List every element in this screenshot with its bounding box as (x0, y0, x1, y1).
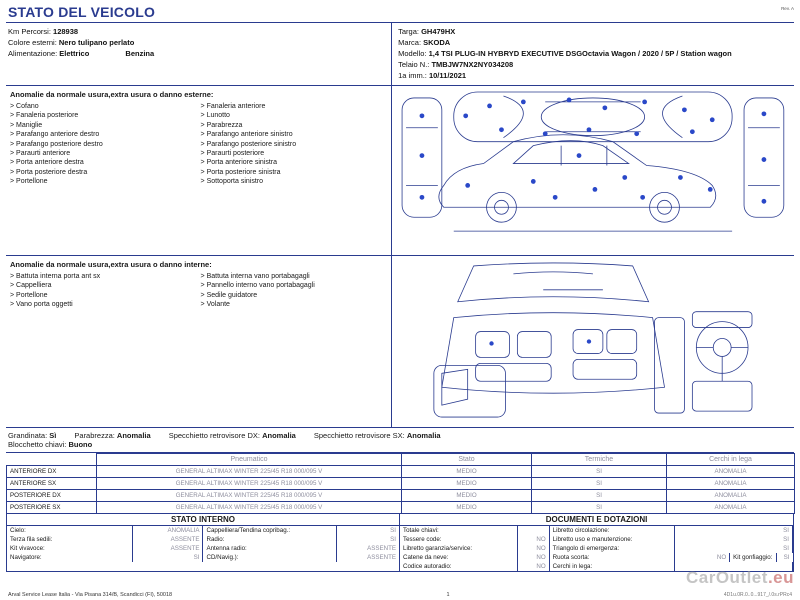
list-item: > Parafango anteriore destro (10, 131, 100, 139)
list-item: > Battuta interna vano portabagagli (200, 273, 310, 280)
list-item: > Porta anteriore destra (10, 159, 84, 167)
external-damage-col-2 (201, 102, 388, 187)
interior-diagram-panel (392, 256, 794, 427)
list-item: > Cappelliera (10, 282, 52, 290)
list-item: > Porta posteriore destra (10, 168, 88, 176)
field-targa: Targa: GH479HX (398, 27, 456, 36)
external-damage-heading: Anomalie da normale usura,extra usura o danno esterne: (10, 90, 214, 99)
footer-company: Arval Service Lease Italia - Via Pisana 314/B, Scandicci (FI), 50018 (8, 592, 173, 598)
table-row: ANTERIORE DX GENERAL ALTIMAX WINTER 225/45 R18 000/095 V MEDIO SI ANOMALIA (7, 466, 795, 478)
external-damage-section (6, 86, 794, 256)
list-item: > Parabrezza (200, 121, 243, 129)
list-item: > Paraurti anteriore (10, 150, 71, 158)
tires-table (6, 453, 795, 514)
status-specchietto-dx: Specchietto retrovisore DX: Anomalia (168, 431, 296, 440)
internal-damage-section (6, 256, 794, 428)
col-pneumatico: Pneumatico (97, 454, 402, 466)
footer-code: 4D1u.0R.0..0...917_/.0s.rPRc4 (723, 592, 792, 598)
list-item: > Portellone (10, 178, 48, 186)
documents-table (400, 526, 793, 571)
external-damage-list (6, 86, 392, 255)
exterior-diagram-panel (392, 86, 794, 255)
interior-title: STATO INTERNO (7, 514, 399, 526)
vehicle-info-block (6, 23, 794, 86)
col-cerchi: Cerchi in lega (667, 454, 795, 466)
list-item: > Parafango anteriore sinistro (200, 131, 293, 139)
table-row: Codice autoradio: NO Cerchi in lega: (400, 562, 793, 571)
internal-damage-heading: Anomalie da normale usura,extra usura o danno interne: (10, 260, 212, 269)
list-item: > Porta anteriore sinistra (200, 159, 278, 167)
status-grandinata: Grandinata: Sì (8, 431, 57, 440)
documents-panel (400, 514, 793, 571)
list-item: > Porta posteriore sinistra (200, 168, 281, 176)
internal-damage-list (6, 256, 392, 427)
list-item: > Portellone (10, 291, 48, 299)
list-item: > Sedile guidatore (200, 291, 258, 299)
documents-title: DOCUMENTI E DOTAZIONI (400, 514, 793, 526)
field-km: Km Percorsi: 128938 (8, 27, 79, 36)
table-row: Cielo: ANOMALIA Cappelliera/Tendina copribag.: SI (7, 526, 399, 535)
interior-documents-block (6, 514, 794, 572)
list-item: > Paraurti posteriore (200, 150, 265, 158)
field-alimentazione: Alimentazione: Elettrico Benzina (8, 49, 155, 58)
vehicle-info-left (6, 23, 392, 85)
list-item: > Volante (200, 301, 230, 309)
list-item: > Pannello interno vano portabagagli (200, 282, 315, 290)
list-item: > Fanaleria anteriore (200, 103, 266, 110)
table-header-row (7, 454, 795, 466)
table-row: Tessere code: NO Libretto uso e manutenzione: SI (400, 535, 793, 544)
table-row: POSTERIORE SX GENERAL ALTIMAX WINTER 225/45 R18 000/095 V MEDIO SI ANOMALIA (7, 502, 795, 514)
table-row: Totale chiavi: Libretto circolazione: SI (400, 526, 793, 535)
table-row: Terza fila sedili: ASSENTE Radio: SI (7, 535, 399, 544)
status-specchietto-sx: Specchietto retrovisore SX: Anomalia (313, 431, 441, 440)
interior-vehicle-diagram (392, 256, 794, 427)
revision-label: Rev. A (781, 6, 794, 11)
page-title: STATO DEL VEICOLO (8, 4, 156, 20)
list-item: > Parafango posteriore sinistro (200, 140, 297, 148)
global-status-line (6, 428, 794, 453)
list-item: > Vano porta oggetti (10, 301, 73, 309)
table-row: ANTERIORE SX GENERAL ALTIMAX WINTER 225/45 R18 000/095 V MEDIO SI ANOMALIA (7, 478, 795, 490)
table-row: POSTERIORE DX GENERAL ALTIMAX WINTER 225/45 R18 000/095 V MEDIO SI ANOMALIA (7, 490, 795, 502)
list-item: > Maniglie (10, 121, 43, 129)
list-item: > Cofano (10, 103, 39, 110)
status-blocchetto-chiavi: Blocchetto chiavi: Buono (8, 440, 93, 449)
field-telaio: Telaio N.: TMBJW7NX2NY034208 (398, 60, 514, 69)
vehicle-info-right (392, 23, 794, 85)
list-item: > Parafango posteriore destro (10, 140, 103, 148)
list-item: > Lunotto (200, 112, 230, 120)
field-modello: Modello: 1,4 TSI PLUG-IN HYBRYD EXECUTIVE DSGOctavia Wagon / 2020 / 5P / Station wagon (398, 49, 732, 58)
exterior-vehicle-diagram (392, 86, 794, 255)
table-row: Libretto garanzia/service: NO Triangolo di emergenza: SI (400, 544, 793, 553)
interior-table (7, 526, 399, 562)
field-marca: Marca: SKODA (398, 38, 451, 47)
col-stato: Stato (402, 454, 532, 466)
internal-damage-col-2 (201, 272, 388, 310)
internal-damage-col-1 (10, 272, 197, 310)
list-item: > Fanaleria posteriore (10, 112, 79, 120)
watermark: CarOutlet.eu (685, 568, 794, 587)
page-footer (0, 592, 800, 598)
field-colore: Colore esterni: Nero tulipano perlato (8, 38, 135, 47)
table-row: Kit vivavoce: ASSENTE Antenna radio: ASSENTE (7, 544, 399, 553)
list-item: > Battuta interna porta ant sx (10, 273, 101, 280)
table-row: Navigatore: SI CD/Navig.): ASSENTE (7, 553, 399, 562)
footer-page-number: 1 (446, 592, 450, 598)
table-row: Catene da neve: NO Ruota scorta: NO Kit gonfiaggio: SI (400, 553, 793, 562)
interior-panel (7, 514, 400, 571)
status-parabrezza: Parabrezza: Anomalia (74, 431, 151, 440)
field-prima-immatricolazione: 1a imm.: 10/11/2021 (398, 71, 467, 80)
col-termiche: Termiche (532, 454, 667, 466)
list-item: > Sottoporta sinistro (200, 178, 264, 186)
external-damage-col-1 (10, 102, 197, 187)
